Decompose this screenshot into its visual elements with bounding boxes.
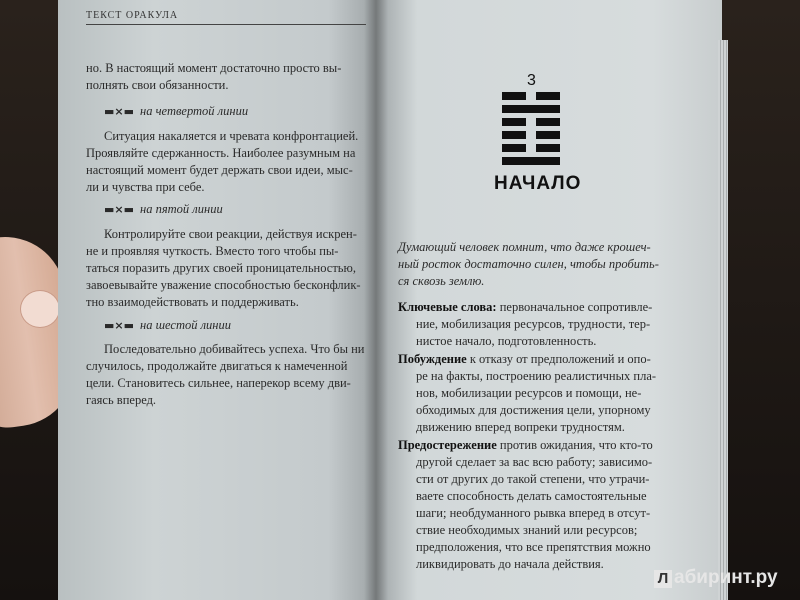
warning-line7: предположения, что все препятствия можно [416, 540, 651, 554]
hexagram-line-5 [502, 144, 560, 152]
line-symbol-icon: ▬×▬ [104, 203, 135, 216]
epigraph-line3: ся сквозь землю. [398, 274, 485, 288]
hexagram-line-1 [502, 92, 560, 100]
warning-line5: шаги; необдуманного рывка вперед в отсут- [416, 506, 651, 520]
motivation-line3: нов, мобилизации ресурсов и помощи, не- [416, 386, 642, 400]
running-head: ТЕКСТ ОРАКУЛА [86, 10, 179, 21]
thumbnail [20, 290, 60, 328]
warning-line6: ствие необходимых знаний или ресурсов; [416, 523, 638, 537]
keywords-line1: Ключевые слова: первоначальное сопротивле- [398, 300, 653, 314]
chapter-title: НАЧАЛО [494, 173, 582, 194]
hexagram-line-6 [502, 157, 560, 165]
epigraph-line2: ный росток достаточно силен, чтобы пробить- [398, 257, 659, 271]
para3-line1: Контролируйте свои реакции, действуя искрен- [104, 227, 357, 241]
line-heading-6: ▬×▬ на шестой линии [104, 318, 232, 332]
para1-line2: полнять свои обязанности. [86, 78, 229, 92]
para4-line2: случилось, продолжайте двигаться к намеченной [86, 359, 348, 373]
hexagram-line-3 [502, 118, 560, 126]
watermark-logo: Л абиринт.ру [654, 567, 778, 589]
hexagram-icon [502, 92, 560, 170]
para4-line4: гаясь вперед. [86, 393, 157, 407]
line-symbol-icon: ▬×▬ [104, 319, 135, 332]
header-rule [86, 24, 366, 25]
hexagram-line-2 [502, 105, 560, 113]
warning-line4: ваете способность делать самостоятельные [416, 489, 647, 503]
motivation-line2: ре на факты, построению реалистичных пла- [416, 369, 657, 383]
para1-line1: но. В настоящий момент достаточно просто вы- [86, 61, 342, 75]
hexagram-line-4 [502, 131, 560, 139]
para3-line4: завоевывайте уважение способностью бесконфлик- [86, 278, 361, 292]
para3-line3: таться поразить других своей проницательностью, [86, 261, 356, 275]
epigraph-line1: Думающий человек помнит, что даже крошеч- [398, 240, 651, 254]
warning-line2: другой сделает за вас всю работу; зависимо- [416, 455, 653, 469]
chapter-number: 3 [527, 72, 536, 89]
book-gutter [364, 0, 388, 600]
para4-line1: Последовательно добивайтесь успеха. Что бы ни [104, 342, 365, 356]
para2-line2: Проявляйте сдержанность. Наиболее разумным на [86, 146, 356, 160]
keywords-line2: ние, мобилизация ресурсов, трудности, тер- [416, 317, 651, 331]
motivation-line5: движению вперед вопреки трудностям. [416, 420, 625, 434]
page-edges [718, 40, 728, 600]
para4-line3: цели. Становитесь сильнее, наперекор всему дви- [86, 376, 351, 390]
para2-line1: Ситуация накаляется и чревата конфронтацией. [104, 129, 359, 143]
warning-line3: сти от других до такой степени, что утрачи- [416, 472, 650, 486]
warning-line1: Предостережение против ожидания, что кто-то [398, 438, 653, 452]
motivation-line1: Побуждение к отказу от предположений и опо- [398, 352, 651, 366]
line-symbol-icon: ▬×▬ [104, 105, 135, 118]
para2-line3: настоящий момент будет держать свои идеи, мыс- [86, 163, 353, 177]
line-heading-4: ▬×▬ на четвертой линии [104, 104, 249, 118]
para2-line4: ли и чувства при себе. [86, 180, 205, 194]
line-heading-5: ▬×▬ на пятой линии [104, 202, 223, 216]
para3-line5: тно взаимодействовать и поддерживать. [86, 295, 299, 309]
para3-line2: не и проявляя чуткость. Вместо того чтобы пы- [86, 244, 339, 258]
warning-line8: ликвидировать до начала действия. [416, 557, 604, 571]
keywords-line3: нистое начало, подготовленность. [416, 334, 597, 348]
motivation-line4: обходимых для достижения цели, упорному [416, 403, 651, 417]
